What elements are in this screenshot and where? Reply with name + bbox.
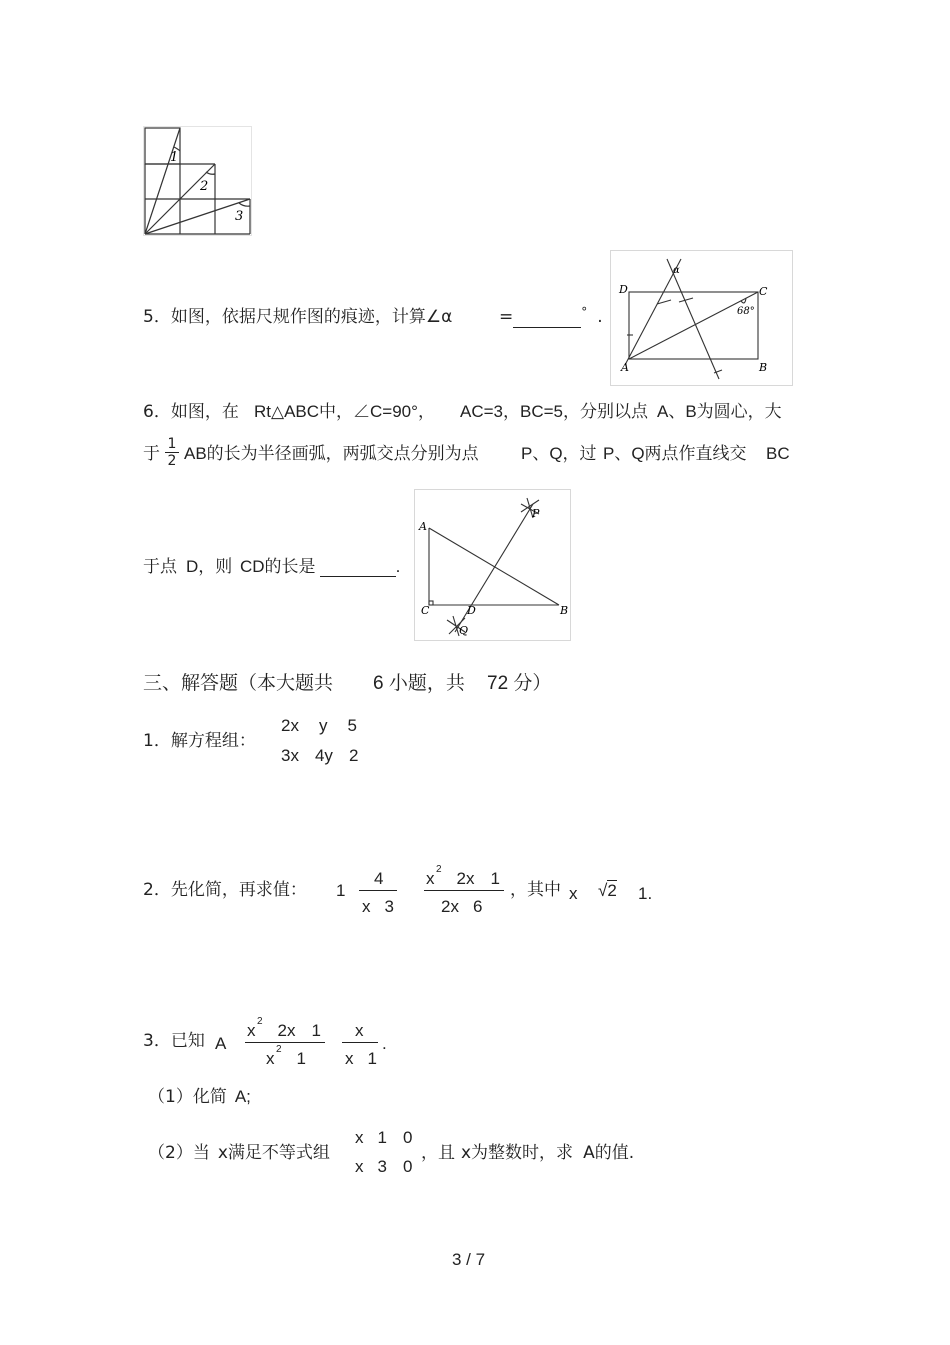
page-number: 3 / 7 (452, 1250, 486, 1269)
q5-blank (513, 311, 581, 328)
rect-label-D: D (619, 283, 628, 296)
s2-sqrt: √2 (598, 881, 617, 900)
q6-line1-d: AC=3，BC=5，分别以点 (460, 402, 648, 421)
s3-part2: （2）当 x满足不等式组 (148, 1143, 330, 1163)
q6-line1: 6．如图，在 (143, 402, 239, 422)
s3-f2-bar (342, 1042, 378, 1043)
q6-line3-b: D，则 (186, 557, 233, 576)
s1-eq1: 2x y 5 (281, 716, 357, 735)
s3-A: A (215, 1034, 227, 1053)
s3-part1: （1）化简 A; (148, 1087, 251, 1107)
s2-tail: 1. (638, 884, 653, 903)
s3-ineq2: x 3 0 (355, 1157, 413, 1176)
tri-label-C: C (421, 604, 430, 617)
rect-label-C: C (759, 285, 768, 298)
rectangle-figure (610, 250, 793, 386)
q6-line3: 于点 (143, 557, 177, 577)
triangle-figure (414, 489, 571, 641)
q6-line2-b: AB的长为半径画弧，两弧交点分别为点 (184, 444, 479, 463)
s2-one: 1 (336, 881, 346, 900)
s3-f1-num: x 2 2x 1 (247, 1016, 321, 1040)
rect-label-B: B (759, 361, 768, 374)
q6-line2-d: P、Q两点作直线交 (603, 444, 747, 463)
grid-label-3: 3 (235, 209, 244, 224)
q6-blank (320, 560, 396, 577)
q6-line1-b: Rt△ABC中，∠C=90°， (254, 402, 435, 421)
s2-where: ，其中 (510, 880, 561, 900)
s3-part2-tail: ，且 x为整数时，求 A的值. (421, 1143, 635, 1163)
section3-title: 三、解答题（本大题共 (143, 672, 334, 694)
s2-f1-bar (359, 890, 397, 891)
s3-f1-den: x 2 1 (266, 1044, 306, 1068)
s2-f2-den: 2x 6 (441, 897, 483, 916)
tri-label-B: B (560, 604, 569, 617)
q6-line2-a: 于 (143, 444, 160, 464)
s1-text: 1．解方程组： (143, 731, 256, 751)
s3-f2-den: x 1 (345, 1049, 377, 1068)
q5-text: 5．如图，依据尺规作图的痕迹，计算∠α (143, 307, 453, 327)
s1-eq2: 3x 4y 2 (281, 746, 359, 765)
q6-fraction: 1 2 (165, 436, 179, 469)
s3-f1-bar (245, 1042, 325, 1043)
q5-answer: = ° . (499, 305, 603, 327)
s2-f1-den: x 3 (362, 897, 394, 916)
tri-label-Q: Q (459, 624, 469, 637)
rect-label-A: A (621, 361, 629, 374)
tri-label-P: P (532, 507, 540, 520)
s3-f2-num: x (355, 1021, 364, 1040)
tri-label-D: D (467, 604, 476, 617)
q6-line2-c: P、Q，过 (521, 444, 597, 463)
rect-angle-68: 68° (737, 306, 755, 317)
s3-text: 3．已知 (143, 1031, 205, 1051)
s2-x: x (569, 884, 578, 903)
s2-f2-bar (424, 890, 504, 891)
sqrt-icon: √ (598, 881, 608, 900)
q6-line2-e: BC (766, 444, 790, 463)
s2-f1-num: 4 (374, 869, 384, 888)
section3-score: 72 分） (487, 673, 552, 694)
section3-count: 6 小题，共 (373, 673, 465, 694)
tri-label-A: A (419, 520, 427, 533)
s3-end: . (382, 1034, 387, 1053)
q6-line1-f: A、B为圆心，大 (657, 402, 782, 421)
grid-label-2: 2 (200, 179, 209, 194)
s2-f2-num: x 2 2x 1 (426, 864, 500, 888)
s3-ineq1: x 1 0 (355, 1128, 413, 1147)
grid-figure (143, 126, 252, 236)
q6-line3-c: CD的长是 . (240, 557, 401, 576)
grid-label-1: 1 (170, 150, 179, 165)
s2-text: 2．先化简，再求值： (143, 880, 307, 900)
rect-label-alpha: α (673, 265, 680, 276)
